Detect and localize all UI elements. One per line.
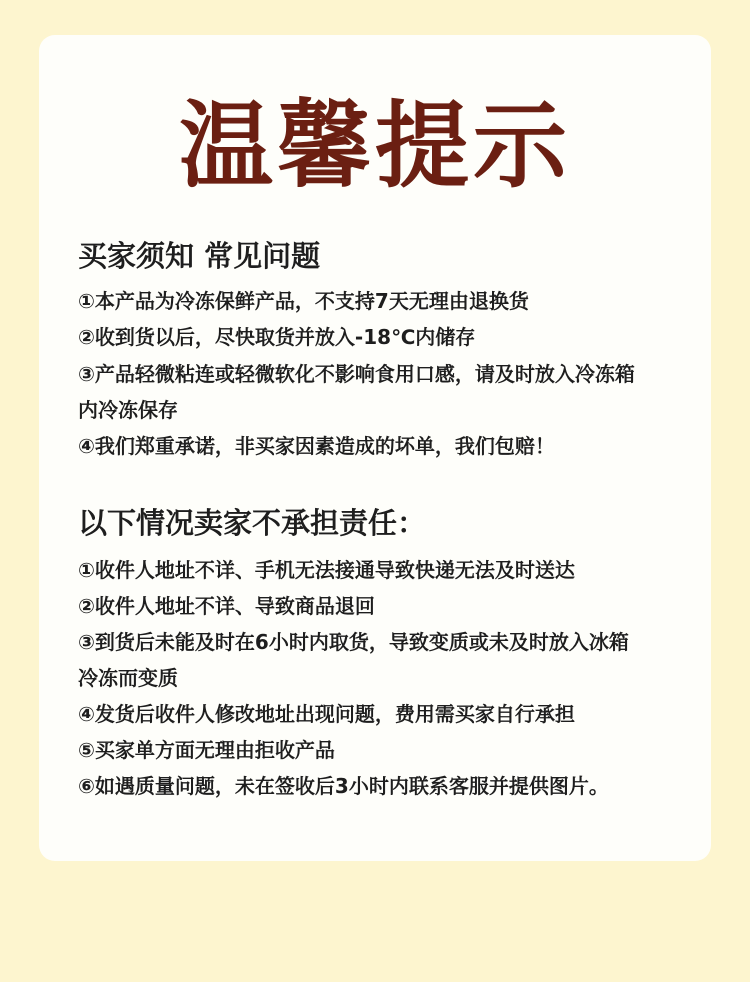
seller-disclaimer-line: ②收件人地址不详、导致商品退回: [78, 594, 375, 618]
seller-disclaimer-line: ⑤买家单方面无理由拒收产品: [78, 738, 335, 762]
seller-disclaimer-line: 冷冻而变质: [78, 666, 178, 690]
seller-disclaimer-line: ③到货后未能及时在6小时内取货，导致变质或未及时放入冰箱: [78, 630, 629, 654]
buyer-notice-line: ②收到货以后，尽快取货并放入-18℃内储存: [78, 325, 476, 349]
buyer-notice-line: 内冷冻保存: [78, 398, 178, 422]
buyer-notice-line: ④我们郑重承诺，非买家因素造成的坏单，我们包赔！: [78, 434, 555, 458]
buyer-notice-line: ①本产品为冷冻保鲜产品，不支持7天无理由退换货: [78, 289, 529, 313]
seller-disclaimer-line: ⑥如遇质量问题，未在签收后3小时内联系客服并提供图片。: [78, 774, 609, 798]
buyer-notice-heading: 买家须知 常见问题: [78, 239, 321, 273]
seller-disclaimer-line: ①收件人地址不详、手机无法接通导致快递无法及时送达: [78, 558, 575, 582]
seller-disclaimer-heading: 以下情况卖家不承担责任：: [78, 506, 427, 540]
seller-disclaimer-line: ④发货后收件人修改地址出现问题，费用需买家自行承担: [78, 702, 575, 726]
page-title: 温馨提示: [178, 92, 571, 201]
buyer-notice-line: ③产品轻微粘连或轻微软化不影响食用口感，请及时放入冷冻箱: [78, 362, 635, 386]
